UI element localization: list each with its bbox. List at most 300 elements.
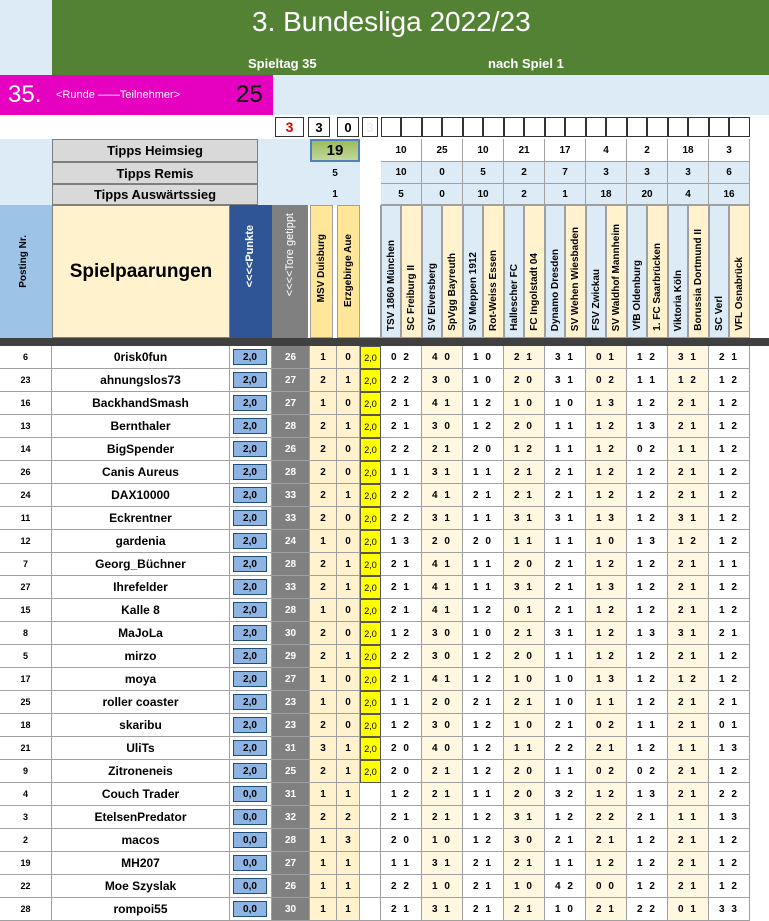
match-tip: 1 2 bbox=[463, 392, 504, 415]
goals-header-label: <<<<Tore getippt bbox=[284, 213, 296, 297]
posting-number: 14 bbox=[0, 438, 52, 461]
participant-name: Ihrefelder bbox=[52, 576, 230, 599]
points-cell bbox=[230, 484, 272, 507]
bonus-cell: 2,0 bbox=[360, 553, 381, 576]
match-tip: 1 3 bbox=[381, 530, 422, 553]
bonus-cell: 2,0 bbox=[360, 438, 381, 461]
match-tip: 0 2 bbox=[586, 714, 627, 737]
match-tip: 1 2 bbox=[586, 852, 627, 875]
points-cell bbox=[230, 852, 272, 875]
first-home-tip: 1 bbox=[310, 852, 337, 875]
match-tip: 1 2 bbox=[463, 737, 504, 760]
score-box bbox=[709, 117, 729, 137]
first-away-tip: 0 bbox=[337, 668, 360, 691]
points-cell bbox=[230, 783, 272, 806]
first-away-tip: 1 bbox=[337, 645, 360, 668]
goals-count: 33 bbox=[272, 507, 310, 530]
match-tip: 2 1 bbox=[381, 668, 422, 691]
team-name: Borussia Dortmund II bbox=[693, 229, 704, 331]
points-badge: 2,0 bbox=[233, 625, 267, 641]
match-tip: 3 1 bbox=[545, 346, 586, 369]
points-badge: 2,0 bbox=[233, 740, 267, 756]
match-tip: 2 1 bbox=[504, 346, 545, 369]
match-tip: 1 2 bbox=[627, 852, 668, 875]
goals-count: 28 bbox=[272, 415, 310, 438]
tips-left-blank bbox=[0, 139, 52, 205]
points-badge: 2,0 bbox=[233, 717, 267, 733]
participant-name: roller coaster bbox=[52, 691, 230, 714]
match-tip: 1 3 bbox=[627, 622, 668, 645]
match-tip: 1 3 bbox=[586, 507, 627, 530]
score-box bbox=[524, 117, 545, 137]
match-tip: 3 0 bbox=[422, 622, 463, 645]
team-header bbox=[442, 205, 463, 338]
tip-count: 3 bbox=[586, 162, 627, 184]
tip-count: 16 bbox=[709, 184, 750, 205]
first-home-tip: 2 bbox=[310, 507, 337, 530]
match-tip: 2 1 bbox=[545, 829, 586, 852]
match-tip: 1 2 bbox=[627, 553, 668, 576]
score-box bbox=[422, 117, 442, 137]
first-away-tip: 0 bbox=[337, 438, 360, 461]
match-tip: 2 1 bbox=[463, 898, 504, 921]
match-tip: 1 2 bbox=[463, 760, 504, 783]
round-number: 35. bbox=[8, 81, 42, 108]
points-badge: 2,0 bbox=[233, 395, 267, 411]
match-tip: 1 2 bbox=[627, 507, 668, 530]
posting-header-label: Posting Nr. bbox=[18, 235, 29, 288]
match-tip: 1 2 bbox=[709, 760, 750, 783]
match-tip: 1 0 bbox=[545, 691, 586, 714]
score-row-left bbox=[0, 115, 273, 139]
match-tip: 2 2 bbox=[381, 875, 422, 898]
first-away-tip: 0 bbox=[337, 461, 360, 484]
match-tip: 3 1 bbox=[545, 507, 586, 530]
team-header bbox=[606, 205, 627, 338]
match-tip: 2 1 bbox=[668, 576, 709, 599]
match-tip: 1 2 bbox=[709, 369, 750, 392]
match-tip: 1 2 bbox=[586, 645, 627, 668]
match-tip: 2 1 bbox=[463, 484, 504, 507]
match-tip: 1 2 bbox=[463, 415, 504, 438]
score-home: 3 bbox=[308, 117, 330, 137]
posting-number: 3 bbox=[0, 806, 52, 829]
match-tip: 1 2 bbox=[709, 415, 750, 438]
tip-count: 0 bbox=[422, 184, 463, 205]
match-tip: 1 2 bbox=[586, 599, 627, 622]
participant-name: Couch Trader bbox=[52, 783, 230, 806]
match-tip: 2 1 bbox=[504, 622, 545, 645]
match-tip: 3 1 bbox=[668, 622, 709, 645]
goals-count: 27 bbox=[272, 852, 310, 875]
points-badge: 2,0 bbox=[233, 694, 267, 710]
points-badge: 2,0 bbox=[233, 349, 267, 365]
goals-count: 31 bbox=[272, 783, 310, 806]
posting-number: 8 bbox=[0, 622, 52, 645]
team-header bbox=[401, 205, 422, 338]
bonus-cell: 2,0 bbox=[360, 760, 381, 783]
match-tip: 3 1 bbox=[545, 369, 586, 392]
posting-number: 17 bbox=[0, 668, 52, 691]
bonus-cell: 2,0 bbox=[360, 645, 381, 668]
match-tip: 2 1 bbox=[586, 829, 627, 852]
points-cell bbox=[230, 829, 272, 852]
match-tip: 3 0 bbox=[422, 415, 463, 438]
match-tip: 2 1 bbox=[668, 392, 709, 415]
tip-count: 6 bbox=[709, 162, 750, 184]
match-tip: 1 1 bbox=[709, 553, 750, 576]
match-tip: 0 2 bbox=[586, 369, 627, 392]
match-tip: 1 2 bbox=[668, 369, 709, 392]
tip-count: 0 bbox=[422, 162, 463, 184]
points-header-label: <<<<Punkte bbox=[244, 225, 256, 288]
match-tip: 2 1 bbox=[504, 484, 545, 507]
posting-number: 23 bbox=[0, 369, 52, 392]
match-tip: 1 0 bbox=[463, 369, 504, 392]
participant-name: Kalle 8 bbox=[52, 599, 230, 622]
match-tip: 0 0 bbox=[586, 875, 627, 898]
match-tip: 1 2 bbox=[627, 461, 668, 484]
bonus-cell bbox=[360, 852, 381, 875]
first-home-tip: 2 bbox=[310, 484, 337, 507]
match-tip: 1 2 bbox=[463, 829, 504, 852]
match-tip: 1 2 bbox=[668, 668, 709, 691]
points-badge: 2,0 bbox=[233, 464, 267, 480]
tips-home-label: Tipps Heimsieg bbox=[52, 139, 258, 162]
first-home-tip: 2 bbox=[310, 415, 337, 438]
goals-count: 25 bbox=[272, 760, 310, 783]
first-home-tip: 1 bbox=[310, 346, 337, 369]
match-tip: 2 1 bbox=[668, 760, 709, 783]
goals-count: 28 bbox=[272, 599, 310, 622]
score-box bbox=[586, 117, 606, 137]
team-header bbox=[729, 205, 750, 338]
match-tip: 2 0 bbox=[463, 530, 504, 553]
first-away-tip: 1 bbox=[337, 737, 360, 760]
match-tip: 2 0 bbox=[504, 783, 545, 806]
goals-count: 29 bbox=[272, 645, 310, 668]
team-name: 1. FC Saarbrücken bbox=[652, 243, 663, 331]
score-box bbox=[545, 117, 565, 137]
match-tip: 1 1 bbox=[463, 507, 504, 530]
match-tip: 1 2 bbox=[709, 875, 750, 898]
first-game-away-tips: 1 bbox=[310, 184, 360, 205]
match-tip: 1 1 bbox=[463, 553, 504, 576]
match-tip: 2 1 bbox=[668, 599, 709, 622]
match-tip: 1 2 bbox=[627, 875, 668, 898]
tip-count: 17 bbox=[545, 139, 586, 162]
match-tip: 1 2 bbox=[463, 668, 504, 691]
match-tip: 1 0 bbox=[463, 346, 504, 369]
match-tip: 1 2 bbox=[709, 507, 750, 530]
match-tip: 1 0 bbox=[586, 530, 627, 553]
match-tip: 2 1 bbox=[504, 691, 545, 714]
points-badge: 2,0 bbox=[233, 556, 267, 572]
match-tip: 1 2 bbox=[709, 668, 750, 691]
match-tip: 2 0 bbox=[381, 760, 422, 783]
match-tip: 2 0 bbox=[504, 415, 545, 438]
points-cell bbox=[230, 714, 272, 737]
first-away-tip: 1 bbox=[337, 553, 360, 576]
match-tip: 1 2 bbox=[586, 438, 627, 461]
tip-count: 18 bbox=[586, 184, 627, 205]
bonus-cell bbox=[360, 783, 381, 806]
match-tip: 2 1 bbox=[381, 898, 422, 921]
first-home-tip: 1 bbox=[310, 691, 337, 714]
bonus-cell: 2,0 bbox=[360, 461, 381, 484]
match-tip: 2 1 bbox=[668, 645, 709, 668]
match-tip: 3 1 bbox=[668, 346, 709, 369]
match-tip: 3 1 bbox=[504, 806, 545, 829]
tip-count: 4 bbox=[668, 184, 709, 205]
points-cell bbox=[230, 369, 272, 392]
points-cell bbox=[230, 415, 272, 438]
match-tip: 3 0 bbox=[504, 829, 545, 852]
points-badge: 0,0 bbox=[233, 901, 267, 917]
match-tip: 2 1 bbox=[668, 714, 709, 737]
header-separator bbox=[0, 338, 769, 346]
participant-name: gardenia bbox=[52, 530, 230, 553]
goals-count: 32 bbox=[272, 806, 310, 829]
score-box bbox=[606, 117, 627, 137]
team-header bbox=[586, 205, 606, 338]
bonus-cell: 2,0 bbox=[360, 392, 381, 415]
match-tip: 2 1 bbox=[545, 553, 586, 576]
goals-count: 33 bbox=[272, 576, 310, 599]
points-cell bbox=[230, 645, 272, 668]
goals-header bbox=[272, 205, 308, 338]
match-tip: 2 0 bbox=[504, 553, 545, 576]
team-name: SC Freiburg II bbox=[406, 265, 417, 331]
match-tip: 1 0 bbox=[422, 875, 463, 898]
match-tip: 2 0 bbox=[422, 691, 463, 714]
participant-count: 25 bbox=[236, 81, 263, 108]
first-game-draw-tips: 5 bbox=[310, 162, 360, 184]
tip-count: 2 bbox=[504, 184, 545, 205]
team-header bbox=[668, 205, 688, 338]
match-tip: 1 1 bbox=[463, 783, 504, 806]
match-tip: 1 3 bbox=[627, 530, 668, 553]
points-badge: 2,0 bbox=[233, 763, 267, 779]
title-banner bbox=[52, 0, 769, 75]
posting-number: 2 bbox=[0, 829, 52, 852]
match-tip: 1 2 bbox=[709, 438, 750, 461]
match-tip: 1 2 bbox=[709, 392, 750, 415]
match-tip: 1 2 bbox=[586, 553, 627, 576]
match-tip: 4 1 bbox=[422, 576, 463, 599]
match-tip: 4 1 bbox=[422, 553, 463, 576]
participant-name: mirzo bbox=[52, 645, 230, 668]
match-tip: 3 1 bbox=[545, 622, 586, 645]
tip-count: 18 bbox=[668, 139, 709, 162]
match-tip: 3 1 bbox=[422, 852, 463, 875]
bonus-cell: 2,0 bbox=[360, 507, 381, 530]
match-tip: 1 1 bbox=[545, 852, 586, 875]
first-home-tip: 2 bbox=[310, 576, 337, 599]
posting-number: 26 bbox=[0, 461, 52, 484]
match-tip: 1 2 bbox=[627, 599, 668, 622]
match-tip: 0 1 bbox=[709, 714, 750, 737]
bonus-cell: 2,0 bbox=[360, 530, 381, 553]
match-tip: 1 2 bbox=[709, 645, 750, 668]
bonus-cell: 2,0 bbox=[360, 576, 381, 599]
posting-number: 28 bbox=[0, 898, 52, 921]
points-cell bbox=[230, 875, 272, 898]
match-tip: 4 1 bbox=[422, 599, 463, 622]
first-home-team-header bbox=[310, 205, 333, 338]
match-tip: 1 1 bbox=[463, 576, 504, 599]
first-home-tip: 2 bbox=[310, 645, 337, 668]
match-tip: 2 1 bbox=[709, 346, 750, 369]
match-tip: 1 1 bbox=[381, 461, 422, 484]
first-away-tip: 0 bbox=[337, 714, 360, 737]
points-cell bbox=[230, 553, 272, 576]
match-tip: 2 0 bbox=[422, 530, 463, 553]
match-tip: 1 2 bbox=[709, 829, 750, 852]
team-name: SpVgg Bayreuth bbox=[447, 253, 458, 331]
team-header bbox=[381, 205, 401, 338]
score-box bbox=[647, 117, 668, 137]
bonus-cell: 2,0 bbox=[360, 622, 381, 645]
points-cell bbox=[230, 461, 272, 484]
posting-number: 6 bbox=[0, 346, 52, 369]
match-tip: 4 1 bbox=[422, 392, 463, 415]
participant-name: macos bbox=[52, 829, 230, 852]
participant-name: Canis Aureus bbox=[52, 461, 230, 484]
posting-number: 15 bbox=[0, 599, 52, 622]
tip-count: 10 bbox=[463, 139, 504, 162]
match-tip: 3 1 bbox=[422, 898, 463, 921]
match-tip: 1 2 bbox=[586, 484, 627, 507]
first-away-tip: 0 bbox=[337, 392, 360, 415]
matches-header: Spielpaarungen bbox=[52, 205, 230, 338]
match-tip: 0 2 bbox=[627, 438, 668, 461]
match-tip: 2 1 bbox=[627, 806, 668, 829]
first-home-tip: 2 bbox=[310, 714, 337, 737]
first-home-team-label: MSV Duisburg bbox=[316, 234, 327, 303]
tip-count: 10 bbox=[381, 162, 422, 184]
tip-count: 21 bbox=[504, 139, 545, 162]
match-tip: 1 2 bbox=[709, 484, 750, 507]
goals-count: 24 bbox=[272, 530, 310, 553]
goals-count: 23 bbox=[272, 691, 310, 714]
first-away-tip: 1 bbox=[337, 484, 360, 507]
match-tip: 2 1 bbox=[668, 875, 709, 898]
match-tip: 2 0 bbox=[463, 438, 504, 461]
posting-number: 4 bbox=[0, 783, 52, 806]
first-home-tip: 2 bbox=[310, 553, 337, 576]
points-badge: 2,0 bbox=[233, 648, 267, 664]
participant-name: Eckrentner bbox=[52, 507, 230, 530]
bonus-cell bbox=[360, 829, 381, 852]
team-name: FC Ingolstadt 04 bbox=[529, 253, 540, 331]
first-home-tip: 1 bbox=[310, 875, 337, 898]
team-name: VfB Oldenburg bbox=[632, 260, 643, 331]
goals-count: 23 bbox=[272, 714, 310, 737]
match-tip: 2 1 bbox=[668, 415, 709, 438]
participant-name: Georg_Büchner bbox=[52, 553, 230, 576]
round-bar bbox=[0, 75, 273, 115]
match-tip: 0 2 bbox=[381, 346, 422, 369]
match-tip: 1 0 bbox=[504, 668, 545, 691]
points-badge: 0,0 bbox=[233, 878, 267, 894]
first-away-tip: 2 bbox=[337, 806, 360, 829]
match-tip: 1 1 bbox=[504, 737, 545, 760]
participant-name: MaJoLa bbox=[52, 622, 230, 645]
posting-header bbox=[0, 205, 52, 338]
match-tip: 1 2 bbox=[627, 346, 668, 369]
goals-count: 26 bbox=[272, 346, 310, 369]
goals-count: 27 bbox=[272, 392, 310, 415]
match-tip: 2 2 bbox=[381, 645, 422, 668]
match-tip: 1 2 bbox=[627, 668, 668, 691]
points-cell bbox=[230, 392, 272, 415]
match-tip: 4 0 bbox=[422, 737, 463, 760]
tip-count: 3 bbox=[709, 139, 750, 162]
first-away-tip: 0 bbox=[337, 507, 360, 530]
points-cell bbox=[230, 622, 272, 645]
match-tip: 2 1 bbox=[545, 484, 586, 507]
first-away-tip: 1 bbox=[337, 783, 360, 806]
score-box bbox=[688, 117, 709, 137]
goals-count: 28 bbox=[272, 829, 310, 852]
match-tip: 2 1 bbox=[422, 760, 463, 783]
match-tip: 1 1 bbox=[545, 530, 586, 553]
participant-name: moya bbox=[52, 668, 230, 691]
tip-count: 2 bbox=[627, 139, 668, 162]
first-away-tip: 1 bbox=[337, 875, 360, 898]
round-bar-fill bbox=[273, 75, 769, 115]
posting-number: 16 bbox=[0, 392, 52, 415]
first-away-tip: 1 bbox=[337, 415, 360, 438]
points-badge: 2,0 bbox=[233, 372, 267, 388]
match-tip: 1 2 bbox=[709, 599, 750, 622]
points-badge: 2,0 bbox=[233, 510, 267, 526]
match-tip: 2 1 bbox=[381, 806, 422, 829]
score-away: 0 bbox=[337, 117, 359, 137]
posting-number: 19 bbox=[0, 852, 52, 875]
match-tip: 1 2 bbox=[586, 415, 627, 438]
first-home-tip: 1 bbox=[310, 392, 337, 415]
match-tip: 2 2 bbox=[586, 806, 627, 829]
match-tip: 1 1 bbox=[627, 714, 668, 737]
first-away-team-header bbox=[337, 205, 360, 338]
match-tip: 2 1 bbox=[381, 392, 422, 415]
match-tip: 1 2 bbox=[709, 530, 750, 553]
tip-count: 10 bbox=[381, 139, 422, 162]
posting-number: 21 bbox=[0, 737, 52, 760]
match-tip: 1 0 bbox=[422, 829, 463, 852]
goals-count: 30 bbox=[272, 898, 310, 921]
posting-number: 27 bbox=[0, 576, 52, 599]
points-cell bbox=[230, 438, 272, 461]
posting-number: 9 bbox=[0, 760, 52, 783]
match-tip: 2 2 bbox=[381, 507, 422, 530]
points-badge: 0,0 bbox=[233, 809, 267, 825]
team-name: Hallescher FC bbox=[509, 264, 520, 331]
match-tip: 1 2 bbox=[381, 714, 422, 737]
posting-number: 13 bbox=[0, 415, 52, 438]
match-tip: 4 2 bbox=[545, 875, 586, 898]
match-tip: 0 2 bbox=[627, 760, 668, 783]
posting-number: 25 bbox=[0, 691, 52, 714]
posting-number: 12 bbox=[0, 530, 52, 553]
points-cell bbox=[230, 576, 272, 599]
score-box bbox=[504, 117, 524, 137]
goals-count: 30 bbox=[272, 622, 310, 645]
team-header bbox=[483, 205, 504, 338]
match-tip: 4 1 bbox=[422, 484, 463, 507]
